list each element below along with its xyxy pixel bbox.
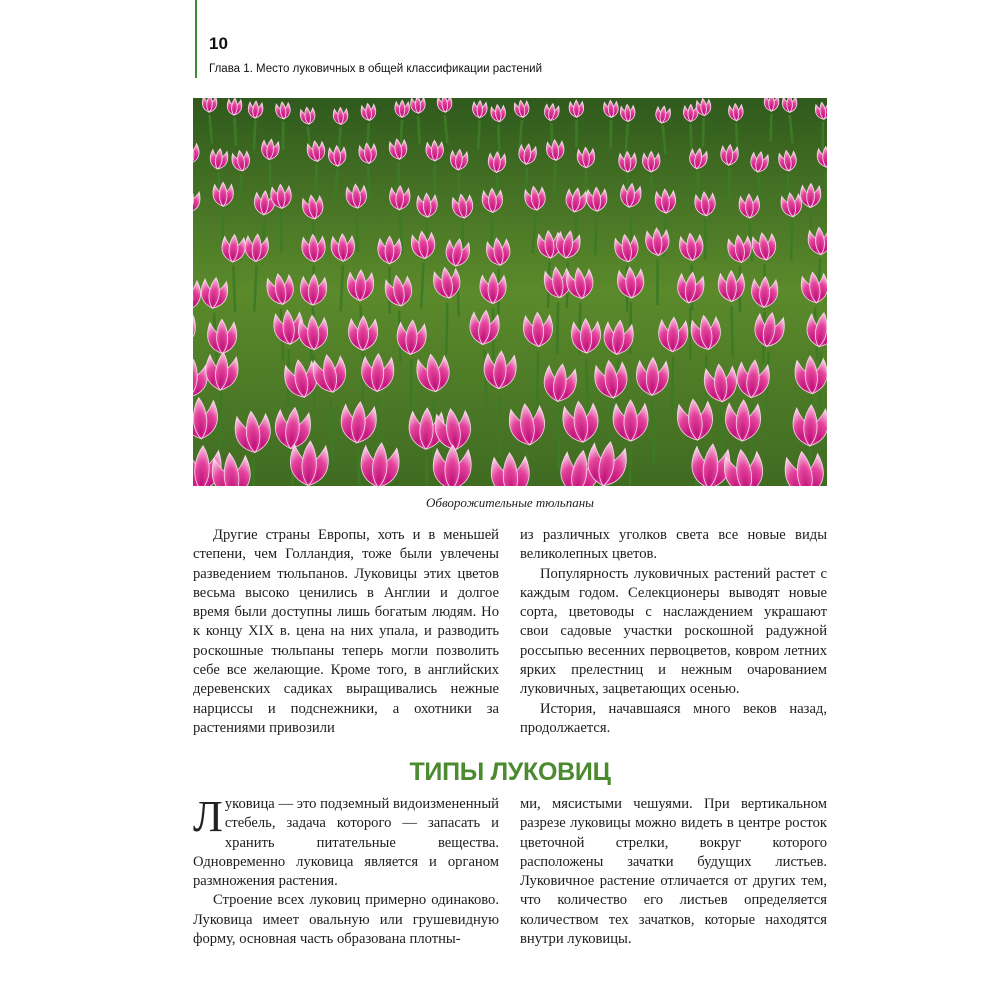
paragraph-continuation: ми, мясистыми чешуями. При вертикальном разрезе луковицы можно видеть в центре росток цветочной стрелки, вокруг которого расположены зачатки будущих листьев. Луковичное растение отличается от других тем, что количество его листьев определяется количеством тех зачатков, которые находятся внутри луковицы. [520, 796, 827, 948]
section2-right-column [520, 795, 827, 949]
section-heading: ТИПЫ ЛУКОВИЦ [409, 758, 611, 786]
paragraph: Строение всех луковиц примерно одинаково. Луковица имеет овальную или грушевидную форму, основная часть образована плотны- [193, 892, 499, 948]
paragraph: Другие страны Европы, хоть и в меньшей степени, чем Голландия, тоже были увлечены разведением тюльпанов. Луковицы этих цветов весьма высоко ценились в Англии и долгое время были доступны лишь богатым людям. Но к концу XIX в. цена на них упала, и разводить роскошные тюльпаны теперь могли позволить себе все желающие. Кроме того, в английских деревенских садиках выращивались нежные нарциссы и подснежники, а охотники за растениями привозили [193, 527, 499, 736]
paragraph: Популярность луковичных растений растет с каждым годом. Селекционеры выводят новые сорта, цветоводы с наслаждением украшают свои садовые участки роскошной радужной россыпью весенних первоцветов, ковром летних ярких прелестниц и нежным очарованием луковичных, зацветающих осенью. [520, 565, 827, 698]
lead-paragraph-text: уковица — это подземный видоизмененный стебель, задача которого — запасать и хранить питательные вещества. Одновременно луковица является и органом размножения растения. [193, 796, 499, 890]
paragraph-continuation: из различных уголков света все новые виды великолепных цветов. [520, 527, 827, 563]
chapter-running-head: Глава 1. Место луковичных в общей классификации растений [209, 63, 543, 75]
drop-cap: Л [193, 792, 223, 841]
photo-caption: Обворожительные тюльпаны [426, 495, 594, 510]
section2-left-column [193, 792, 499, 949]
tulip-field-photo [193, 98, 827, 486]
paragraph: История, начавшаяся много веков назад, продолжается. [520, 700, 827, 736]
section1-left-column [193, 526, 499, 738]
section1-right-column [520, 526, 827, 738]
lead-paragraph [193, 792, 499, 891]
page-number: 10 [209, 34, 228, 53]
header-accent-rule [195, 0, 197, 78]
